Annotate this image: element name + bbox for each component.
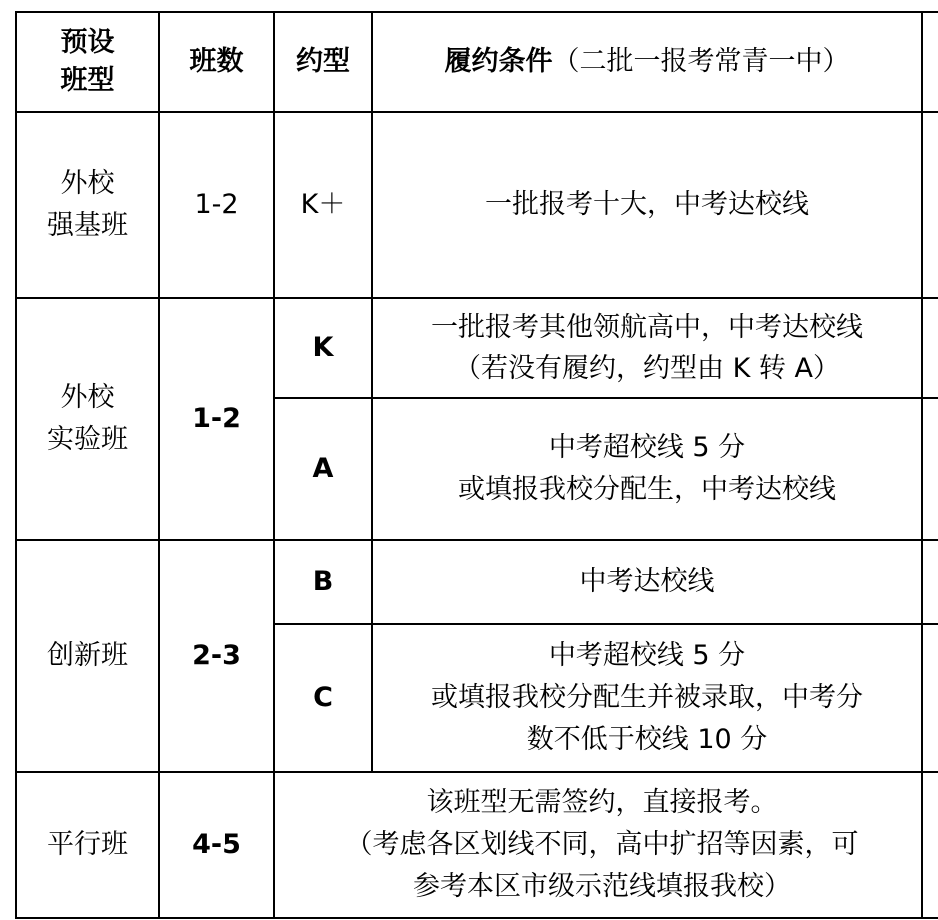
table-row [16,540,938,624]
header-class-type [16,12,159,112]
class-count-cell: 1-2 [159,298,274,540]
condition-line: 或填报我校分配生并被录取，中考分 [431,682,863,713]
header-class-count: 班数 [159,12,274,112]
class-type-line1: 外校 [60,382,115,413]
contract-type-cell: K＋ [274,112,372,298]
condition-line: 一批报考其他领航高中，中考达校线 [431,312,863,343]
condition-line: 中考超校线 5 分 [548,640,746,671]
class-count-cell: 1-2 [159,112,274,298]
header-row [16,12,938,112]
class-type-line2: 实验班 [47,424,128,455]
extra-column [922,298,938,398]
condition-line: （若没有履约，约型由 K 转 A） [454,353,840,384]
extra-column [922,12,938,112]
table-row [16,772,938,918]
class-count-cell: 4-5 [159,772,274,918]
header-class-type-line2: 班型 [60,65,115,96]
condition-line: 参考本区市级示范线填报我校） [413,871,791,902]
table-row [16,112,938,298]
contract-type-cell: B [274,540,372,624]
header-class-type-line1: 预设 [60,27,115,58]
class-contract-table [15,11,938,919]
extra-column [922,398,938,540]
extra-column [922,540,938,624]
condition-cell: 一批报考十大，中考达校线 [372,112,922,298]
condition-cell: 中考达校线 [372,540,922,624]
header-condition-note: （二批一报考常青一中） [552,46,850,77]
class-count-cell: 2-3 [159,540,274,772]
header-condition-title: 履约条件 [444,46,553,77]
class-type-cell: 平行班 [16,772,159,918]
condition-line: 数不低于校线 10 分 [526,724,768,755]
contract-type-cell: K [274,298,372,398]
class-type-line1: 外校 [60,168,115,199]
contract-type-cell: A [274,398,372,540]
extra-column [922,624,938,772]
class-type-cell [16,298,159,540]
condition-line: 或填报我校分配生，中考达校线 [458,474,836,505]
class-type-line2: 强基班 [47,210,128,241]
condition-cell [274,772,922,918]
header-contract-type: 约型 [274,12,372,112]
class-type-cell: 创新班 [16,540,159,772]
contract-type-cell: C [274,624,372,772]
header-conditions [372,12,922,112]
condition-cell [372,624,922,772]
extra-column [922,772,938,918]
condition-cell [372,398,922,540]
condition-line: 该班型无需签约，直接报考。 [426,787,778,818]
extra-column [922,112,938,298]
condition-line: （考虑各区划线不同，高中扩招等因素，可 [345,829,859,860]
table-row [16,298,938,398]
condition-line: 中考超校线 5 分 [548,432,746,463]
condition-cell [372,298,922,398]
class-type-cell [16,112,159,298]
